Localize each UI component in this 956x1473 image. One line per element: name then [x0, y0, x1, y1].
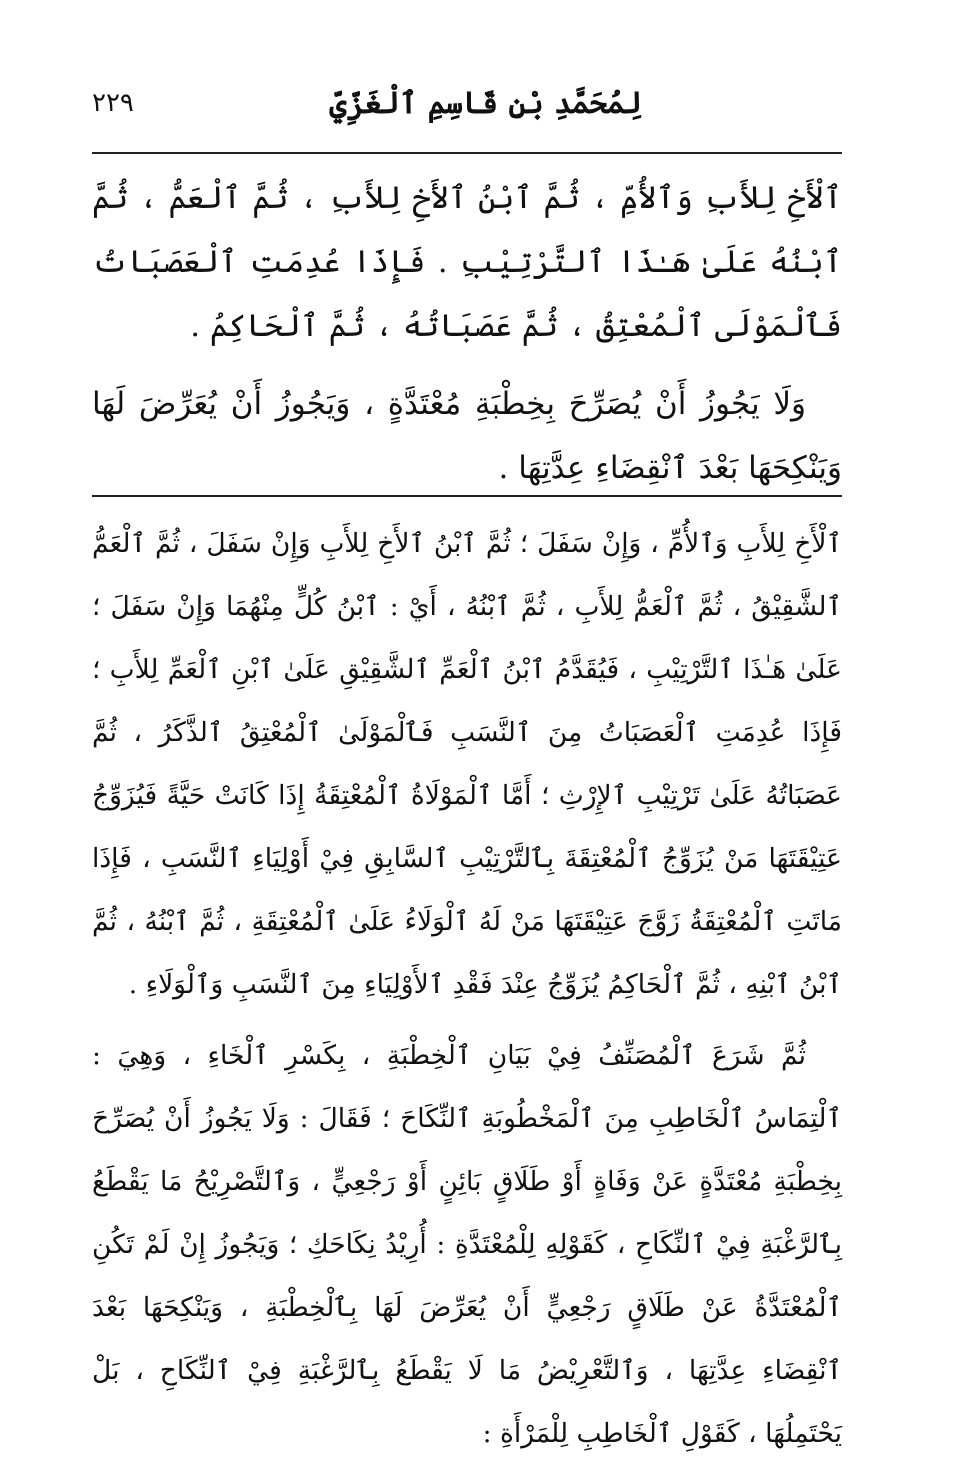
- matn-paragraph: ٱلْأَخِ لِلأَبِ وَٱلأُمِّ ، ثُمَّ ٱبْنُ ٱلأَخِ لِلأَبِ ، ثُمَّ ٱلْعَمُّ ، ثُمَّ ٱبْنُهُ عَلَىٰ هَـٰذَا ٱلتَّرْتِيْبِ . فَإِذَا عُدِمَتِ ٱلْعَصَبَاتُ فَٱلْمَوْلَى ٱلْمُعْتِقُ ، ثُمَّ عَصَبَاتُهُ ، ثُمَّ ٱلْحَاكِمُ .: [92, 180, 842, 344]
- commentary-divider: [92, 495, 842, 497]
- commentary-text: [92, 512, 842, 1473]
- page-header: [92, 86, 842, 142]
- header-divider: [92, 152, 842, 154]
- matn-paragraph: وَلَا يَجُوزُ أَنْ يُصَرِّحَ بِخِطْبَةِ مُعْتَدَّةٍ ، وَيَجُوزُ أَنْ يُعَرِّضَ لَهَا وَيَنْكِحَهَا بَعْدَ ٱنْقِضَاءِ عِدَّتِهَا .: [92, 386, 842, 486]
- commentary-paragraph: ثُمَّ شَرَعَ ٱلْمُصَنِّفُ فِيْ بَيَانِ ٱلْخِطْبَةِ ، بِكَسْرِ ٱلْخَاءِ ، وَهِيَ : ٱلْتِمَاسُ ٱلْخَاطِبِ مِنَ ٱلْمَخْطُوبَةِ ٱلنِّكَاحَ ؛ فَقَالَ : وَلَا يَجُوزُ أَنْ يُصَرِّحَ بِخِطْبَةِ مُعْتَدَّةٍ عَنْ وَفَاةٍ أَوْ طَلَاقٍ بَائِنٍ أَوْ رَجْعِيٍّ ، وَٱلتَّصْرِيْحُ مَا يَقْطَعُ بِٱلرَّغْبَةِ فِيْ ٱلنِّكَاحِ ، كَقَوْلِهِ لِلْمُعْتَدَّةِ : أُرِيْدُ نِكَاحَكِ ؛ وَيَجُوزُ إِنْ لَمْ تَكُنِ ٱلْمُعْتَدَّةُ عَنْ طَلَاقٍ رَجْعِيٍّ أَنْ يُعَرِّضَ لَهَا بِٱلْخِطْبَةِ ، وَيَنْكِحَهَا بَعْدَ ٱنْقِضَاءِ عِدَّتِهَا ، وَٱلتَّعْرِيْضُ مَا لَا يَقْطَعُ بِٱلرَّغْبَةِ فِيْ ٱلنِّكَاحِ ، بَلْ يَحْتَمِلُهَا ، كَقَوْلِ ٱلْخَاطِبِ لِلْمَرْأَةِ :: [92, 1040, 842, 1449]
- main-text: [92, 166, 842, 514]
- running-title: لِمُحَمَّدِ بْنِ قَاسِمِ ٱلْغَزِّيِّ: [329, 86, 642, 121]
- commentary-paragraph: ٱلْأَخِ لِلأَبِ وَٱلأُمِّ ، وَإِنْ سَفَلَ ؛ ثُمَّ ٱبْنُ ٱلأَخِ لِلأَبِ وَإِنْ سَفَلَ ، ثُمَّ ٱلْعَمُّ ٱلشَّقِيْقُ ، ثُمَّ ٱلْعَمُّ لِلأَبِ ، ثُمَّ ٱبْنُهُ ، أَيْ : ٱبْنُ كُلٍّ مِنْهُمَا وَإِنْ سَفَلَ ؛ عَلَىٰ هَـٰذَا ٱلتَّرْتِيْبِ ، فَيُقَدَّمُ ٱبْنُ ٱلْعَمِّ ٱلشَّقِيْقِ عَلَىٰ ٱبْنِ ٱلْعَمِّ لِلأَبِ ؛ فَإِذَا عُدِمَتِ ٱلْعَصَبَاتُ مِنَ ٱلنَّسَبِ فَٱلْمَوْلَىٰ ٱلْمُعْتِقُ ٱلذَّكَرُ ، ثُمَّ عَصَبَاتُهُ عَلَىٰ تَرْتِيْبِ ٱلإِرْثِ ؛ أَمَّا ٱلْمَوْلَاةُ ٱلْمُعْتِقَةُ إِذَا كَانَتْ حَيَّةً فَيُزَوِّجُ عَتِيْقَتَهَا مَنْ يُزَوِّجُ ٱلْمُعْتِقَةَ بِٱلتَّرْتِيْبِ ٱلسَّابِقِ فِيْ أَوْلِيَاءِ ٱلنَّسَبِ ، فَإِذَا مَاتَتِ ٱلْمُعْتِقَةُ زَوَّجَ عَتِيْقَتَهَا مَنْ لَهُ ٱلْوَلَاءُ عَلَىٰ ٱلْمُعْتِقَةِ ، ثُمَّ ٱبْنُهُ ، ثُمَّ ٱبْنُ ٱبْنِهِ ، ثُمَّ ٱلْحَاكِمُ يُزَوِّجُ عِنْدَ فَقْدِ ٱلأَوْلِيَاءِ مِنَ ٱلنَّسَبِ وَٱلْوَلَاءِ .: [92, 528, 842, 1000]
- page-number: ٢٢٩: [92, 88, 134, 118]
